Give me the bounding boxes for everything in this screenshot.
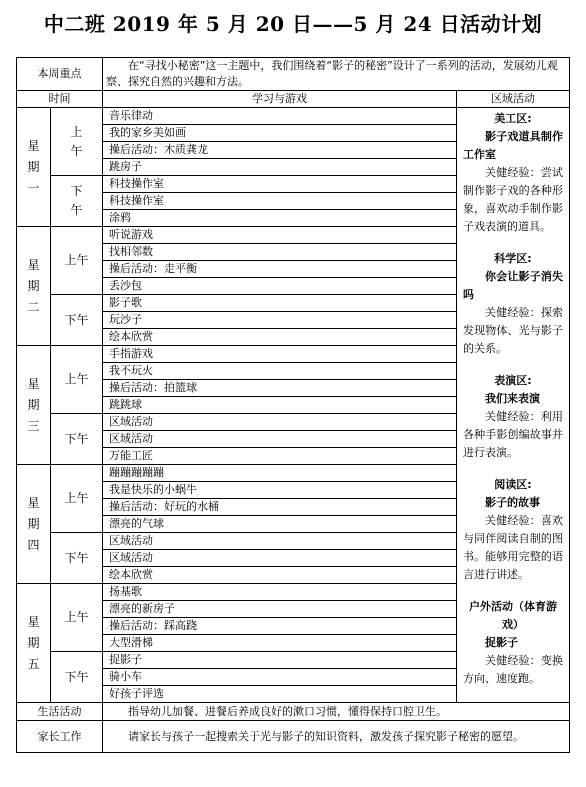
morning-label-text: 上午 [64, 253, 89, 267]
spacer [463, 584, 563, 598]
parents-label: 家长工作 [17, 721, 103, 753]
activity-item: 操后活动：走平衡 [103, 261, 457, 278]
activity-item: 绘本欣赏 [103, 567, 457, 584]
morning-label-text: 上午 [64, 372, 89, 386]
activity-item: 绘本欣赏 [103, 329, 457, 346]
activity-row [17, 108, 570, 125]
header-learning: 学习与游戏 [103, 91, 457, 108]
afternoon-label-text: 下 [70, 184, 83, 198]
header-row [17, 91, 570, 108]
activity-item: 操后活动：木质龚龙 [103, 142, 457, 159]
day-label-char: 二 [27, 299, 40, 314]
weekly-focus-row [17, 58, 570, 91]
parents-row [17, 721, 570, 753]
spacer [463, 462, 563, 476]
activity-item: 蹦蹦蹦蹦蹦 [103, 465, 457, 482]
activity-item: 区域活动 [103, 550, 457, 567]
activity-item: 丢沙包 [103, 278, 457, 295]
spacer [463, 236, 563, 250]
activity-item: 扬基歌 [103, 584, 457, 601]
area-block [463, 250, 563, 358]
afternoon-label-text: 下午 [64, 669, 89, 684]
day-label [17, 584, 51, 703]
afternoon-label [51, 533, 103, 584]
area-block [463, 110, 563, 236]
day-label [17, 227, 51, 346]
area-description: 关健经验：利用各种手影创编故事并进行表演。 [463, 410, 564, 459]
day-label [17, 108, 51, 227]
page-title: 中二班 2019 年 5 月 20 日——5 月 24 日活动计划 [43, 12, 543, 36]
day-label-char: 五 [27, 656, 40, 671]
activity-item: 涂鸦 [103, 210, 457, 227]
activity-item: 捉影子 [103, 652, 457, 669]
area-subtitle: 我们来表演 [485, 392, 540, 405]
activity-item: 音乐律动 [103, 108, 457, 125]
afternoon-label-text: 下午 [64, 550, 89, 565]
area-subtitle: 影子戏道具制作工作室 [463, 130, 564, 161]
activity-item: 我的家乡美如画 [103, 125, 457, 142]
plan-table [16, 57, 570, 753]
area-description: 关健经验：探索发现物体、光与影子的关系。 [463, 306, 564, 355]
activity-item: 漂亮的气球 [103, 516, 457, 533]
area-subtitle: 你会让影子消失吗 [463, 270, 564, 301]
header-area: 区域活动 [457, 91, 570, 108]
morning-label [51, 227, 103, 295]
life-label: 生活活动 [17, 703, 103, 721]
day-label-char: 期 [27, 635, 40, 650]
life-text: 指导幼儿加餐、进餐后养成良好的漱口习惯，懂得保持口腔卫生。 [103, 703, 570, 721]
morning-label-text: 上午 [64, 491, 89, 505]
header-time: 时间 [17, 91, 103, 108]
day-label-char: 星 [27, 495, 40, 510]
activity-item: 玩沙子 [103, 312, 457, 329]
activity-item: 万能工匠 [103, 448, 457, 465]
area-description: 关健经验：变换方向、速度跑。 [463, 654, 564, 685]
activity-item: 科技操作室 [103, 176, 457, 193]
morning-label-text: 午 [70, 143, 83, 158]
day-label-char: 三 [27, 418, 40, 433]
area-subtitle: 捉影子 [485, 636, 518, 649]
activity-item: 操后活动：拍篮球 [103, 380, 457, 397]
area-description: 关健经验：喜欢与同伴阅读自制的图书。能够用完整的语言进行讲述。 [463, 514, 564, 581]
activity-item: 科技操作室 [103, 193, 457, 210]
day-label-char: 一 [27, 180, 40, 195]
area-description: 关健经验：尝试制作影子戏的各种形象，喜欢动手制作影子戏表演的道具。 [463, 166, 564, 233]
activity-item: 区域活动 [103, 431, 457, 448]
activity-item: 手指游戏 [103, 346, 457, 363]
afternoon-label-text: 下午 [64, 431, 89, 446]
day-label-char: 期 [27, 516, 40, 531]
afternoon-label [51, 652, 103, 703]
day-label [17, 465, 51, 584]
area-activities-cell [457, 108, 570, 703]
activity-item: 跳房子 [103, 159, 457, 176]
area-heading: 科学区: [494, 252, 532, 265]
day-label-char: 星 [27, 138, 40, 153]
area-subtitle: 影子的故事 [485, 496, 540, 509]
morning-label [51, 584, 103, 652]
area-block [463, 598, 563, 688]
area-heading: 户外活动（体育游戏） [469, 600, 557, 631]
activity-item: 听说游戏 [103, 227, 457, 244]
activity-item: 我是快乐的小蜗牛 [103, 482, 457, 499]
day-label-char: 期 [27, 397, 40, 412]
afternoon-label [51, 414, 103, 465]
activity-item: 影子歌 [103, 295, 457, 312]
day-label-char: 星 [27, 376, 40, 391]
afternoon-label [51, 295, 103, 346]
area-heading: 表演区: [494, 374, 532, 387]
day-label-char: 四 [27, 537, 40, 552]
parents-text: 请家长与孩子一起搜索关于光与影子的知识资料，激发孩子探究影子秘密的愿望。 [103, 721, 570, 753]
area-block [463, 372, 563, 462]
activity-item: 漂亮的新房子 [103, 601, 457, 618]
afternoon-label [51, 176, 103, 227]
morning-label-text: 上午 [64, 610, 89, 624]
activity-item: 找相邻数 [103, 244, 457, 261]
day-label [17, 346, 51, 465]
activity-item: 操后活动：踩高跷 [103, 618, 457, 635]
day-label-char: 星 [27, 257, 40, 272]
activity-item: 好孩子评选 [103, 686, 457, 703]
activity-item: 区域活动 [103, 533, 457, 550]
afternoon-label-text: 午 [70, 203, 83, 217]
activity-item: 我不玩火 [103, 363, 457, 380]
weekly-focus-label: 本周重点 [17, 58, 103, 91]
area-heading: 美工区: [494, 112, 532, 125]
activity-item: 骑小车 [103, 669, 457, 686]
activity-item: 区域活动 [103, 414, 457, 431]
morning-label [51, 465, 103, 533]
activity-item: 跳跳球 [103, 397, 457, 414]
morning-label [51, 346, 103, 414]
day-label-char: 期 [27, 159, 40, 174]
day-label-char: 期 [27, 278, 40, 293]
area-block [463, 476, 563, 584]
life-row [17, 703, 570, 721]
activity-item: 操后活动：好玩的水桶 [103, 499, 457, 516]
morning-label-text: 上 [70, 124, 83, 139]
morning-label [51, 108, 103, 176]
day-label-char: 星 [27, 614, 40, 629]
weekly-focus-text: 在“寻找小秘密”这一主题中，我们围绕着“影子的秘密”设计了一系列的活动，发展幼儿观察、探究自然的兴趣和方法。 [103, 58, 570, 91]
area-heading: 阅读区: [494, 478, 532, 491]
activity-item: 大型滑梯 [103, 635, 457, 652]
afternoon-label-text: 下午 [64, 312, 89, 327]
spacer [463, 358, 563, 372]
